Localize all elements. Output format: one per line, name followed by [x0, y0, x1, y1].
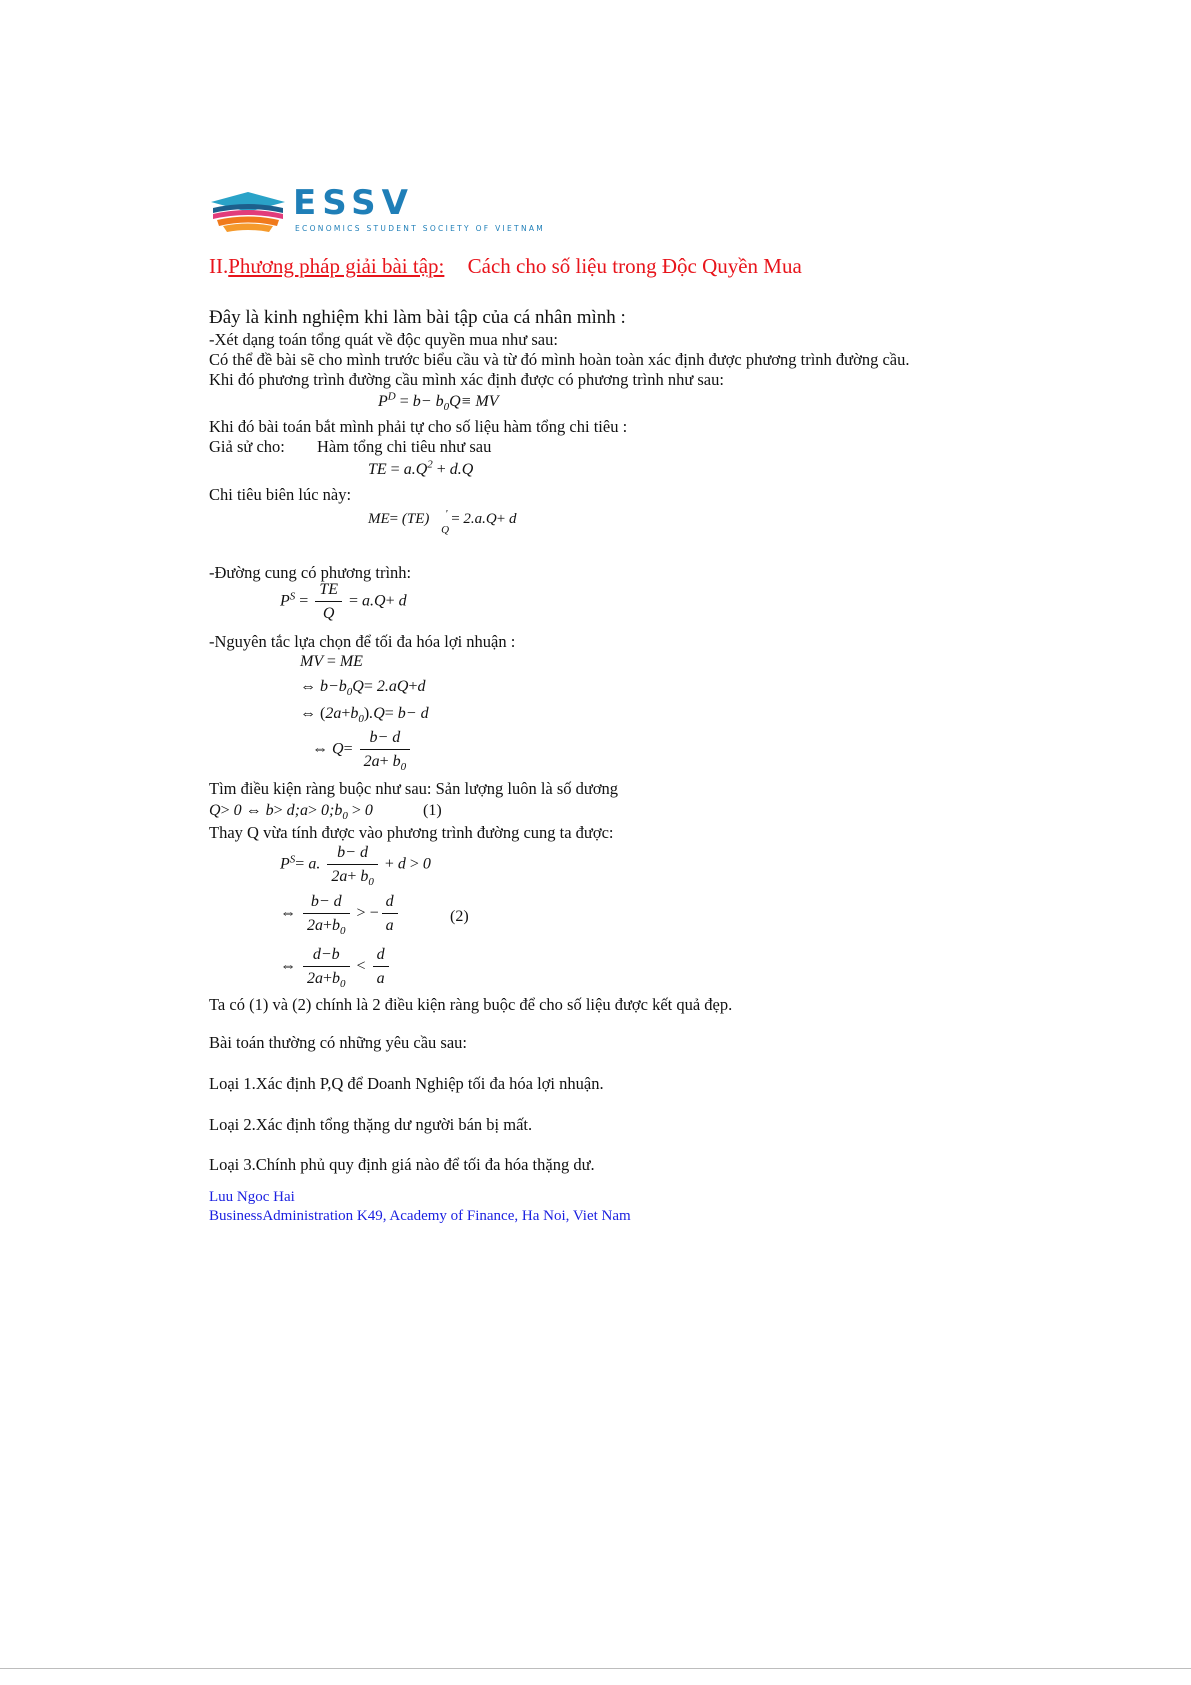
heading-underlined: Phương pháp giải bài tập:: [228, 254, 445, 278]
section-heading: [209, 254, 802, 278]
footer-divider: [0, 1668, 1191, 1669]
text-line: Khi đó bài toán bắt mình phải tự cho số liệu hàm tổng chi tiêu :: [209, 417, 628, 436]
text-line: Bài toán thường có những yêu cầu sau:: [209, 1033, 468, 1052]
text-line: Có thể đề bài sẽ cho mình trước biểu cầu và từ đó mình hoàn toàn xác định được phương trình đường cầu.: [209, 350, 910, 369]
text-line: Tìm điều kiện ràng buộc như sau: Sản lượng luôn là số dương: [209, 779, 619, 798]
derivation-step-1: ⇔ $b-b_0Q= 2.aQ+d$: [300, 678, 426, 699]
author-affiliation: BusinessAdministration K49, Academy of Finance, Ha Noi, Viet Nam: [209, 1208, 631, 1224]
assume-label: Giả sử cho:: [209, 437, 285, 456]
essv-logo: [209, 183, 589, 235]
logo-subtitle: ECONOMICS STUDENT SOCIETY OF VIETNAM: [295, 224, 546, 233]
constraint-one: Q> 0 ⇔ b> d;a> $0;b_0 > 0$ (1): [209, 802, 442, 823]
text-line: -Xét dạng toán tổng quát về độc quyền mua như sau:: [209, 330, 558, 349]
heading-prefix: II.: [209, 254, 229, 278]
logo-brand: ESSV: [293, 183, 414, 223]
condition-mv-me: MV = ME: [300, 653, 363, 670]
text-line: Khi đó phương trình đường cầu mình xác định được có phương trình như sau:: [209, 370, 724, 389]
marginal-expenditure-equation: ME= (TE) $_Q$' = 2.a.Q+ d: [368, 508, 517, 536]
problem-type-3: Loại 3.Chính phủ quy định giá nào để tối đa hóa thặng dư.: [209, 1155, 595, 1174]
inequality-step-1: ⇔ $\frac{b- d}{2a+b_0}$ > − $\frac{d}{a}$ (2): [280, 893, 469, 938]
text-line: -Đường cung có phương trình:: [209, 563, 412, 582]
total-expenditure-label: Hàm tổng chi tiêu như sau: [317, 437, 492, 456]
graduation-cap-icon: [209, 190, 287, 235]
text-line: Chi tiêu biên lúc này:: [209, 485, 352, 504]
price-substitution: $P^S= a$. $\frac{b- d}{2a+ b_0}$ + d > 0: [280, 844, 431, 889]
label-two: (2): [450, 908, 469, 925]
derivation-step-3: ⇔ Q= $\frac{b- d}{2a+ b_0}$: [312, 728, 413, 772]
intro-line: Đây là kinh nghiệm khi làm bài tập của cá nhân mình :: [209, 307, 626, 328]
text-line: [209, 437, 492, 457]
label-one: (1): [423, 802, 442, 819]
demand-equation: $P^D = b- b_0Q\equiv$ MV: [378, 390, 499, 414]
problem-type-1: Loại 1.Xác định P,Q để Doanh Nghiệp tối đa hóa lợi nhuận.: [209, 1074, 604, 1093]
total-expenditure-equation: TE = $a.Q^2 + d.Q$: [368, 458, 474, 478]
inequality-step-2: ⇔ $\frac{d-b}{2a+b_0}$ < $\frac{d}{a}$: [280, 945, 392, 989]
text-line: Thay Q vừa tính được vào phương trình đường cung ta được:: [209, 823, 614, 842]
derivation-step-2: ⇔ $(2a+b_0).Q= b- d$: [300, 705, 429, 726]
text-line: -Nguyên tắc lựa chọn để tối đa hóa lợi nhuận :: [209, 632, 516, 651]
fraction-te-q: $\frac{TE}{Q}$: [315, 580, 342, 624]
problem-type-2: Loại 2.Xác định tổng thặng dư người bán bị mất.: [209, 1115, 533, 1134]
supply-equation: $P^S$ = $\frac{TE}{Q}$ = a.Q+ d: [280, 581, 407, 622]
author-name: Luu Ngoc Hai: [209, 1189, 295, 1205]
heading-rest: Cách cho số liệu trong Độc Quyền Mua: [467, 254, 802, 278]
text-line: Ta có (1) và (2) chính là 2 điều kiện ràng buộc để cho số liệu được kết quả đẹp.: [209, 995, 733, 1014]
